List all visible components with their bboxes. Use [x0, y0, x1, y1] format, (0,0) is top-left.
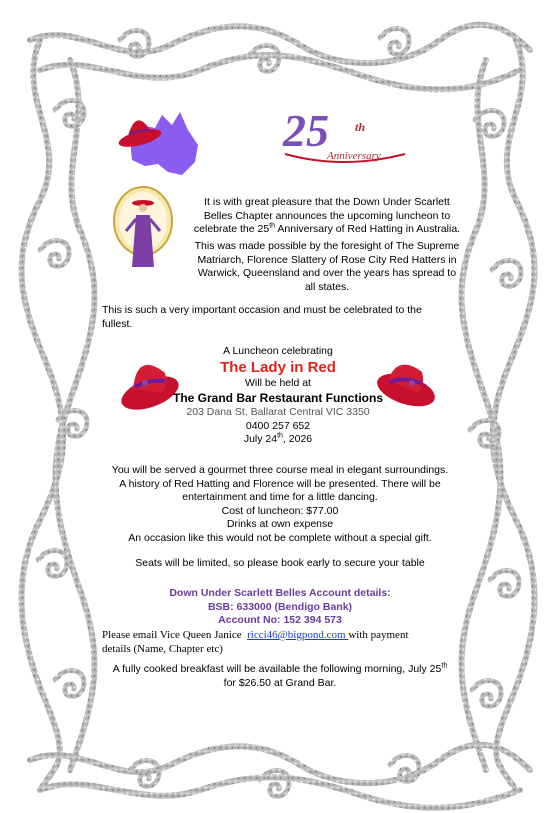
- intro-paragraph-1: [182, 196, 472, 237]
- account-title: Down Under Scarlett Belles Account details:: [169, 587, 391, 599]
- seats-notice: Seats will be limited, so please book early to secure your table: [135, 557, 425, 569]
- account-bsb: BSB: 633000 (Bendigo Bank): [207, 600, 353, 613]
- venue-address: 203 Dana St, Ballarat Central VIC 3350: [186, 406, 370, 418]
- anniversary-word: Anniversary: [327, 150, 381, 162]
- anniversary-suffix: th: [355, 120, 366, 134]
- held-at-text: Will be held at: [245, 376, 311, 389]
- luncheon-cost: Cost of luncheon: $77.00: [221, 504, 339, 517]
- venue-name: The Grand Bar Restaurant Functions: [172, 391, 384, 405]
- email-paragraph: Please email Vice Queen Janice ricci46@bigpond.com with payment details (Name, Chapter etc): [102, 629, 409, 655]
- venue-phone: 0400 257 652: [245, 419, 311, 432]
- account-details: [120, 587, 440, 628]
- account-number: Account No: 152 394 573: [218, 614, 342, 626]
- lady-in-red-badge-icon: [112, 185, 174, 270]
- event-date: July 24th, 2026: [243, 432, 313, 445]
- occasion-paragraph: This is such a very important occasion and must be celebrated to the fullest.: [102, 304, 422, 330]
- intro-line: It is with great pleasure that the Down Under Scarlett: [204, 196, 450, 208]
- intro-line: all states.: [304, 280, 350, 293]
- anniversary-number: 25: [283, 105, 329, 156]
- meal-details: You will be served a gourmet three course meal in elegant surroundings. A history of Red Hatting and Florence will be presented. There will be entertainment and time for a little dancing. Cost of luncheon: $77.00 Drinks at own expense An occasion like this would not be complete without a special gift.: [95, 464, 465, 545]
- event-title: The Lady in Red: [220, 358, 336, 376]
- intro-line: Belles Chapter announces the upcoming luncheon to: [203, 209, 451, 222]
- intro-line: Warwick, Queensland and over the years has spread to: [197, 267, 457, 279]
- australia-map-red-hat-icon: [110, 100, 210, 185]
- intro-line: Matriarch, Florence Slattery of Rose City Red Hatters in: [197, 253, 457, 266]
- intro-line: This was made possible by the foresight of The Supreme: [194, 240, 460, 252]
- email-link[interactable]: ricci46@bigpond.com: [247, 629, 349, 641]
- swoosh-icon: [283, 148, 408, 168]
- luncheon-block: [160, 345, 396, 447]
- luncheon-intro: A Luncheon celebrating: [223, 345, 333, 357]
- intro-line: celebrate the 25th Anniversary of Red Hatting in Australia.: [193, 222, 461, 235]
- intro-paragraph-2: [182, 240, 472, 294]
- breakfast-notice: A fully cooked breakfast will be available the following morning, July 25th for $26.50 at Grand Bar.: [112, 662, 448, 689]
- anniversary-logo: [283, 105, 413, 170]
